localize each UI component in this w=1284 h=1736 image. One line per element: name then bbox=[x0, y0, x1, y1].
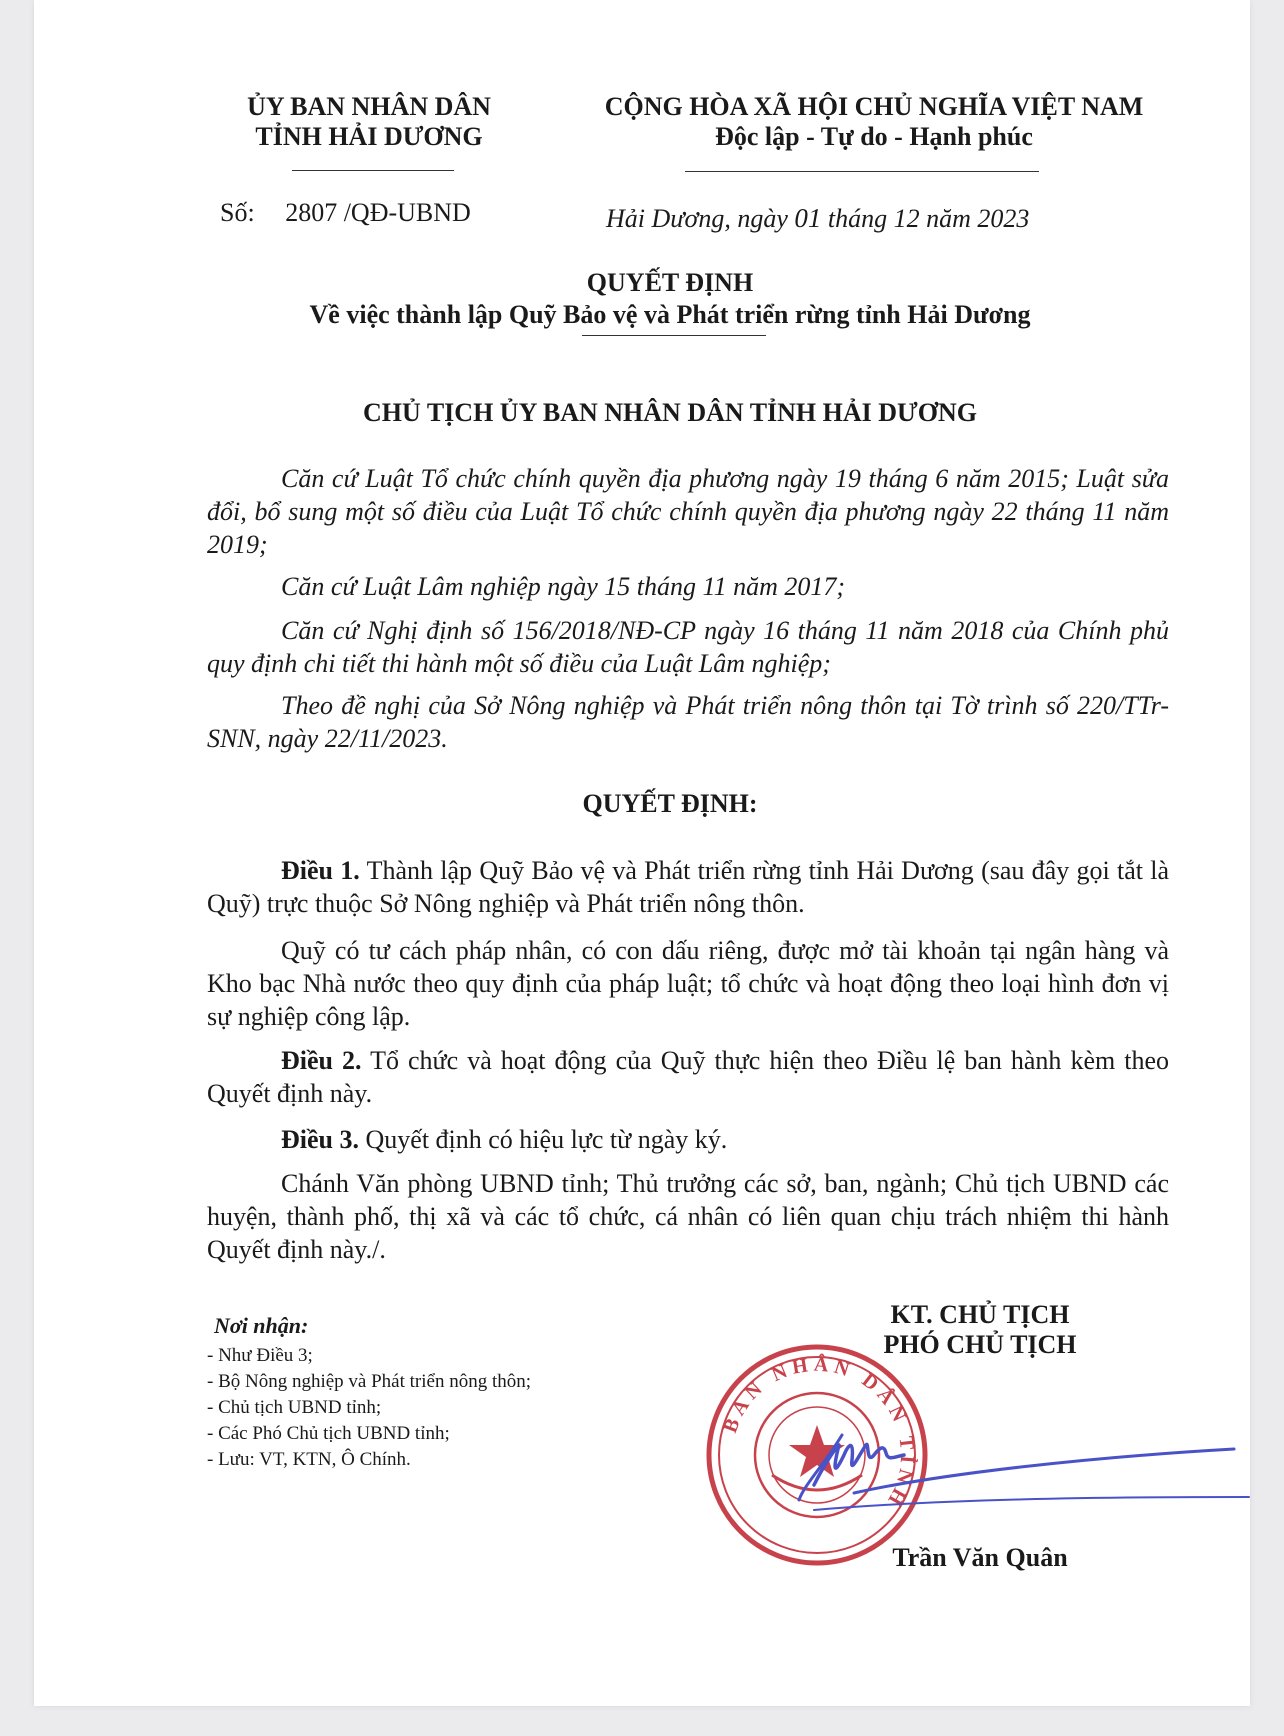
article-2-label: Điều 2. bbox=[281, 1046, 362, 1075]
article-3-para-2: Chánh Văn phòng UBND tỉnh; Thủ trưởng các sở, ban, ngành; Chủ tịch UBND các huyện, thành phố, thị xã và các tổ chức, cá nhân có liên quan chịu trách nhiệm thi hành Quyết định này./. bbox=[207, 1169, 1169, 1264]
article-3-text: Quyết định có hiệu lực từ ngày ký. bbox=[365, 1125, 728, 1154]
decision-heading: QUYẾT ĐỊNH: bbox=[582, 789, 758, 818]
recipient-item: - Như Điều 3; bbox=[207, 1345, 313, 1366]
authority-title: CHỦ TỊCH ỦY BAN NHÂN DÂN TỈNH HẢI DƯƠNG bbox=[363, 398, 977, 427]
document-page bbox=[34, 0, 1250, 1706]
article-1-text: Thành lập Quỹ Bảo vệ và Phát triển rừng tỉnh Hải Dương (sau đây gọi tắt là Quỹ) trực thuộc Sở Nông nghiệp và Phát triển nông thôn. bbox=[207, 856, 1170, 918]
doc-subject: Về việc thành lập Quỹ Bảo vệ và Phát triển rừng tỉnh Hải Dương bbox=[309, 300, 1031, 329]
preamble-2: Căn cứ Luật Lâm nghiệp ngày 15 tháng 11 năm 2017; bbox=[281, 572, 846, 601]
issuer-block bbox=[184, 92, 554, 152]
recipient-item: - Bộ Nông nghiệp và Phát triển nông thôn; bbox=[207, 1371, 532, 1392]
recipient-item: - Các Phó Chủ tịch UBND tỉnh; bbox=[207, 1423, 450, 1444]
seal-text: BAN NHÂN DÂN TỈNH bbox=[719, 1353, 919, 1514]
signature-line1: KT. CHỦ TỊCH bbox=[890, 1300, 1070, 1329]
article-2 bbox=[207, 1044, 1169, 1110]
issuer-line1: ỦY BAN NHÂN DÂN bbox=[247, 92, 491, 121]
issue-date bbox=[606, 203, 1029, 234]
issuer-line2: TỈNH HẢI DƯƠNG bbox=[255, 122, 483, 151]
recipient-item: - Lưu: VT, KTN, Ô Chính. bbox=[207, 1449, 411, 1470]
doc-title: QUYẾT ĐỊNH bbox=[586, 268, 754, 297]
preamble-3: Căn cứ Nghị định số 156/2018/NĐ-CP ngày 16 tháng 11 năm 2018 của Chính phủ quy định chi tiết thi hành một số điều của Luật Lâm nghiệp; bbox=[207, 616, 1169, 678]
subject-underline bbox=[582, 335, 766, 336]
document-number bbox=[220, 198, 471, 228]
number-value: 2807 bbox=[285, 198, 338, 227]
number-suffix: /QĐ-UBND bbox=[343, 198, 471, 227]
nation-motto: Độc lập - Tự do - Hạnh phúc bbox=[715, 122, 1033, 151]
preamble-4: Theo đề nghị của Sở Nông nghiệp và Phát triển nông thôn tại Tờ trình số 220/TTr-SNN, ngày 22/11/2023. bbox=[207, 691, 1169, 753]
nation-title: CỘNG HÒA XÃ HỘI CHỦ NGHĨA VIỆT NAM bbox=[604, 92, 1144, 121]
preamble-1: Căn cứ Luật Tổ chức chính quyền địa phương ngày 19 tháng 6 năm 2015; Luật sửa đổi, bổ sung một số điều của Luật Tổ chức chính quyền địa phương ngày 22 tháng 11 năm 2019; bbox=[207, 464, 1169, 559]
issuer-underline bbox=[292, 170, 454, 171]
article-1 bbox=[207, 854, 1169, 920]
article-3-label: Điều 3. bbox=[281, 1125, 359, 1154]
date-rest: tháng 12 năm 2023 bbox=[827, 204, 1030, 233]
article-1-label: Điều 1. bbox=[281, 856, 360, 885]
article-1-para-2: Quỹ có tư cách pháp nhân, có con dấu riêng, được mở tài khoản tại ngân hàng và Kho bạc Nhà nước theo quy định của pháp luật; tổ chức và hoạt động theo loại hình đơn vị sự nghiệp công lập. bbox=[207, 936, 1169, 1031]
article-3 bbox=[207, 1123, 1169, 1156]
signature-line2: PHÓ CHỦ TỊCH bbox=[883, 1330, 1077, 1359]
signer-name: Trần Văn Quân bbox=[892, 1543, 1068, 1572]
motto-underline bbox=[685, 171, 1039, 172]
recipients-label: Nơi nhận: bbox=[214, 1313, 309, 1338]
number-label: Số: bbox=[220, 198, 255, 227]
date-place: Hải Dương, ngày bbox=[606, 204, 788, 233]
date-day: 01 bbox=[794, 203, 822, 233]
handwritten-signature bbox=[794, 1395, 1254, 1525]
recipient-item: - Chủ tịch UBND tỉnh; bbox=[207, 1397, 382, 1418]
article-2-text: Tổ chức và hoạt động của Quỹ thực hiện theo Điều lệ ban hành kèm theo Quyết định này. bbox=[207, 1046, 1170, 1108]
nation-block bbox=[534, 92, 1214, 152]
